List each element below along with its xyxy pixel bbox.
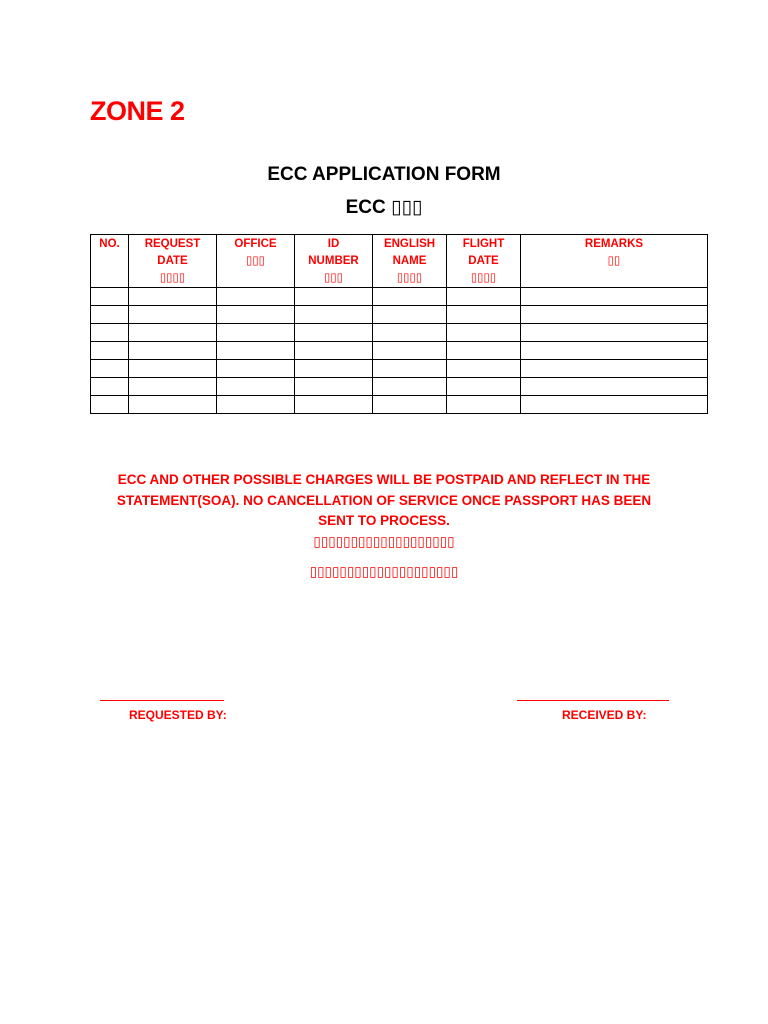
- form-subtitle: ECC ▯▯▯: [345, 197, 423, 218]
- table-cell-id-number[interactable]: [295, 342, 373, 360]
- table-cell-flight-date[interactable]: [447, 288, 521, 306]
- table-cell-english-name[interactable]: [373, 342, 447, 360]
- table-cell-id-number[interactable]: [295, 306, 373, 324]
- notice-chinese-line-1: ▯▯▯▯▯▯▯▯▯▯▯▯▯▯▯▯▯▯▯: [313, 534, 455, 549]
- table-header-row: [91, 235, 708, 288]
- zone-label: ZONE 2: [90, 96, 185, 126]
- table-cell-office[interactable]: [217, 342, 295, 360]
- table-cell-request-date[interactable]: [129, 342, 217, 360]
- table-cell-request-date[interactable]: [129, 306, 217, 324]
- table-cell-request-date[interactable]: [129, 378, 217, 396]
- header-english-name-line: ▯▯▯▯: [396, 272, 423, 284]
- received-by-label: RECEIVED BY:: [562, 708, 647, 722]
- table-cell-no[interactable]: [91, 396, 129, 414]
- notice-english: ECC AND OTHER POSSIBLE CHARGES WILL BE POSTPAID AND REFLECT IN THE STATEMENT(SOA). NO CANCELLATION OF SERVICE ONCE PASSPORT HAS BEEN SENT TO PROCESS.: [116, 472, 652, 528]
- requested-by-signature-line: [100, 700, 224, 701]
- table-cell-id-number[interactable]: [295, 288, 373, 306]
- header-english-name: [373, 235, 447, 288]
- table-row: [91, 378, 708, 396]
- header-remarks: [521, 235, 708, 288]
- table-row: [91, 342, 708, 360]
- header-id-number: [295, 235, 373, 288]
- table-cell-remarks[interactable]: [521, 288, 708, 306]
- table-cell-office[interactable]: [217, 306, 295, 324]
- table-cell-no[interactable]: [91, 360, 129, 378]
- table-cell-office[interactable]: [217, 288, 295, 306]
- table-cell-english-name[interactable]: [373, 360, 447, 378]
- header-id-number-line: NUMBER: [308, 255, 359, 267]
- table-cell-office[interactable]: [217, 360, 295, 378]
- table-cell-no[interactable]: [91, 324, 129, 342]
- table-cell-remarks[interactable]: [521, 306, 708, 324]
- table-body: [91, 288, 708, 414]
- table-cell-flight-date[interactable]: [447, 396, 521, 414]
- table-cell-office[interactable]: [217, 378, 295, 396]
- notice-chinese-line-2: ▯▯▯▯▯▯▯▯▯▯▯▯▯▯▯▯▯▯▯▯: [309, 564, 459, 579]
- table-cell-id-number[interactable]: [295, 324, 373, 342]
- table-cell-request-date[interactable]: [129, 396, 217, 414]
- table-cell-flight-date[interactable]: [447, 324, 521, 342]
- table-cell-no[interactable]: [91, 342, 129, 360]
- table-cell-no[interactable]: [91, 288, 129, 306]
- table-row: [91, 324, 708, 342]
- table-cell-flight-date[interactable]: [447, 360, 521, 378]
- table-cell-id-number[interactable]: [295, 378, 373, 396]
- table-cell-id-number[interactable]: [295, 396, 373, 414]
- header-no: [91, 235, 129, 288]
- table-row: [91, 396, 708, 414]
- application-table: [90, 234, 708, 414]
- table-cell-flight-date[interactable]: [447, 306, 521, 324]
- table-cell-request-date[interactable]: [129, 288, 217, 306]
- table-cell-flight-date[interactable]: [447, 342, 521, 360]
- table-row: [91, 360, 708, 378]
- table-cell-remarks[interactable]: [521, 396, 708, 414]
- header-flight-date: [447, 235, 521, 288]
- table-cell-remarks[interactable]: [521, 342, 708, 360]
- table-cell-english-name[interactable]: [373, 306, 447, 324]
- header-request-date: [129, 235, 217, 288]
- table-cell-remarks[interactable]: [521, 378, 708, 396]
- table-cell-no[interactable]: [91, 306, 129, 324]
- header-flight-date-line: DATE: [468, 255, 499, 267]
- header-office-line: OFFICE: [234, 238, 277, 250]
- header-english-name-line: ENGLISH: [383, 238, 436, 250]
- header-no-line: NO.: [99, 238, 120, 250]
- table-cell-flight-date[interactable]: [447, 378, 521, 396]
- header-flight-date-line: FLIGHT: [462, 238, 505, 250]
- table-cell-english-name[interactable]: [373, 288, 447, 306]
- received-by-signature-line: [517, 700, 669, 701]
- table-cell-english-name[interactable]: [373, 324, 447, 342]
- table-cell-english-name[interactable]: [373, 378, 447, 396]
- header-flight-date-line: ▯▯▯▯: [470, 272, 497, 284]
- table-cell-no[interactable]: [91, 378, 129, 396]
- form-title: ECC APPLICATION FORM: [267, 164, 501, 185]
- table-cell-office[interactable]: [217, 396, 295, 414]
- table-cell-remarks[interactable]: [521, 360, 708, 378]
- header-remarks-line: REMARKS: [584, 238, 644, 250]
- header-request-date-line: DATE: [157, 255, 188, 267]
- table-cell-english-name[interactable]: [373, 396, 447, 414]
- header-request-date-line: ▯▯▯▯: [159, 272, 186, 284]
- table-cell-remarks[interactable]: [521, 324, 708, 342]
- table-row: [91, 288, 708, 306]
- header-office: [217, 235, 295, 288]
- header-id-number-line: ▯▯▯: [324, 272, 343, 284]
- header-id-number-line: ID: [327, 238, 340, 250]
- header-remarks-line: ▯▯: [607, 255, 621, 267]
- header-office-line: ▯▯▯: [246, 255, 265, 267]
- table-cell-request-date[interactable]: [129, 324, 217, 342]
- table-row: [91, 306, 708, 324]
- table-cell-office[interactable]: [217, 324, 295, 342]
- requested-by-label: REQUESTED BY:: [129, 708, 227, 722]
- header-english-name-line: NAME: [392, 255, 427, 267]
- table-cell-id-number[interactable]: [295, 360, 373, 378]
- header-request-date-line: REQUEST: [144, 238, 201, 250]
- table-cell-request-date[interactable]: [129, 360, 217, 378]
